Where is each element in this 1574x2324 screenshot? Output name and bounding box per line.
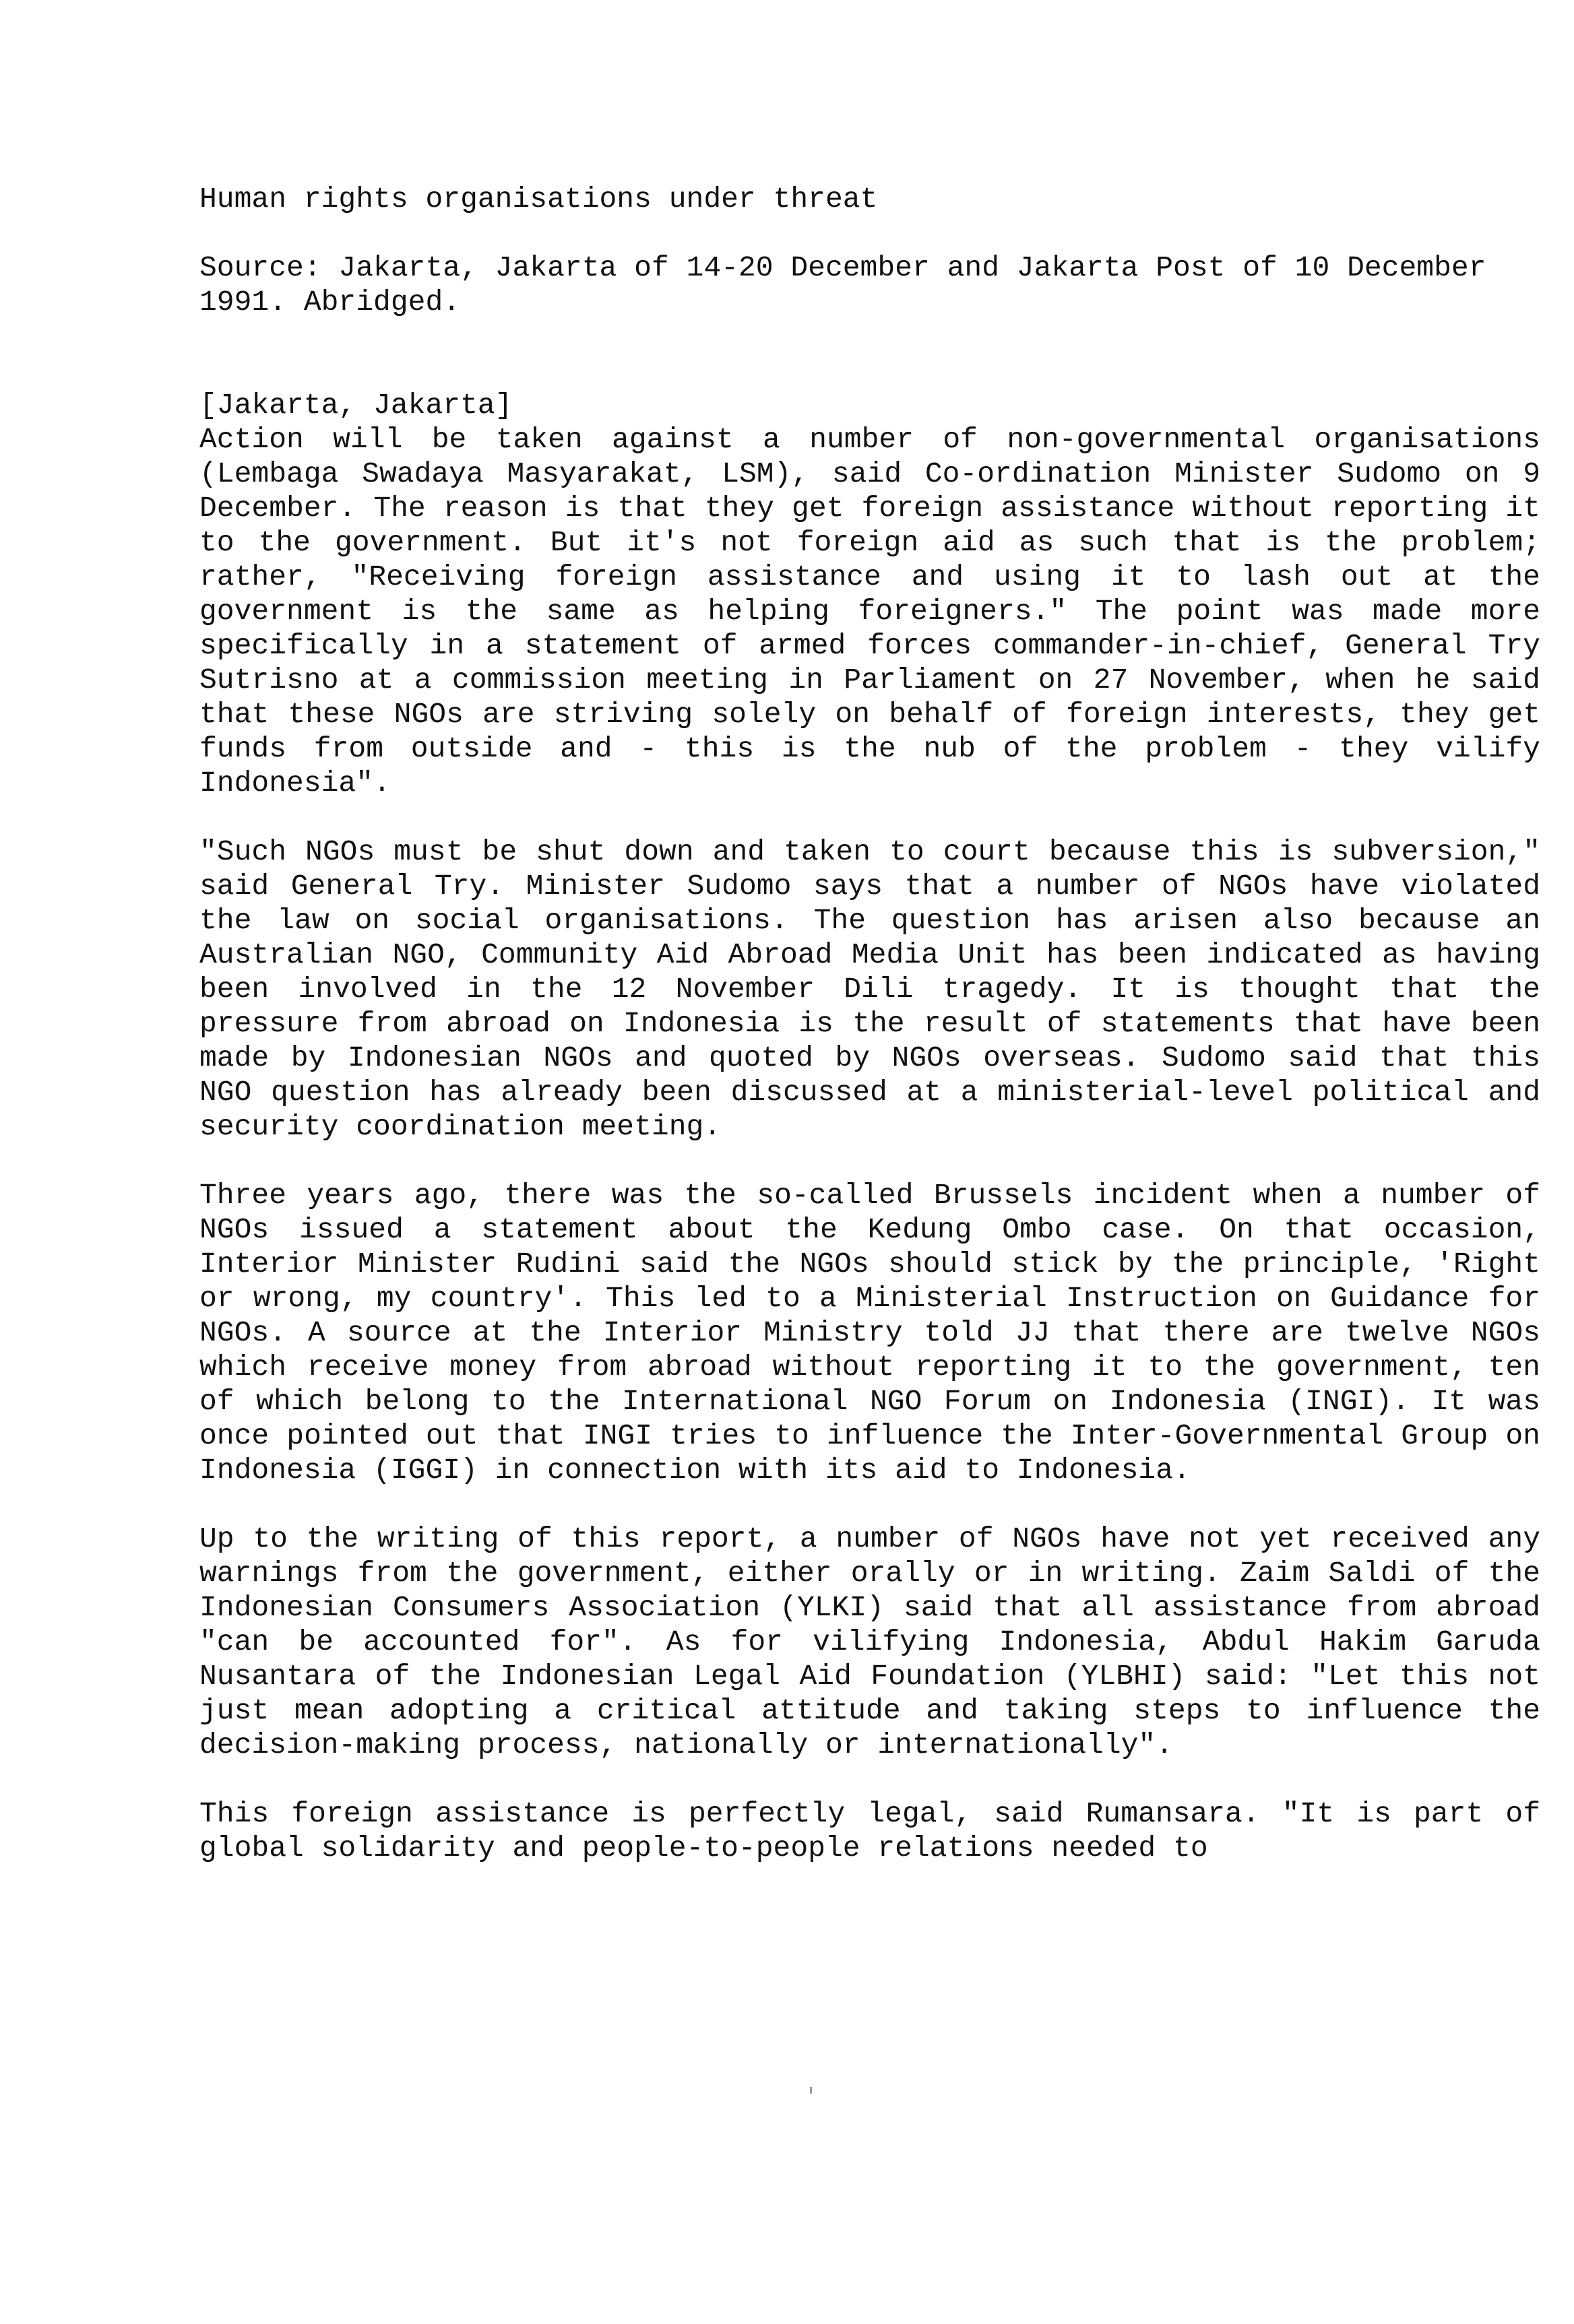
article-section: [199, 388, 1540, 800]
paragraph: "Such NGOs must be shut down and taken to court because this is subversion," said General Try. Minister Sudomo says that a number of NGOs have violated the law on social organisations. The question has arisen also because an Australian NGO, Community Aid Abroad Media Unit has been indicated as having been involved in the 12 November Dili tragedy. It is thought that the pressure from abroad on Indonesia is the result of statements that have been made by Indonesian NGOs and quoted by NGOs overseas. Sudomo said that this NGO question has already been discussed at a ministerial-level political and security coordination meeting.: [199, 835, 1540, 1143]
section-label: [Jakarta, Jakarta]: [199, 389, 513, 422]
document-page: [199, 182, 1540, 1900]
scan-mark: [810, 2087, 812, 2094]
paragraph: Up to the writing of this report, a number of NGOs have not yet received any warnings from the government, either orally or in writing. Zaim Saldi of the Indonesian Consumers Association (YLKI) said that all assistance from abroad "can be accounted for". As for vilifying Indonesia, Abdul Hakim Garuda Nusantara of the Indonesian Legal Aid Foundation (YLBHI) said: "Let this not just mean adopting a critical attitude and taking steps to influence the decision-making process, nationally or internationally".: [199, 1522, 1540, 1762]
paragraph: Three years ago, there was the so-called Brussels incident when a number of NGOs issued a statement about the Kedung Ombo case. On that occasion, Interior Minister Rudini said the NGOs should stick by the principle, 'Right or wrong, my country'. This led to a Ministerial Instruction on Guidance for NGOs. A source at the Interior Ministry told JJ that there are twelve NGOs which receive money from abroad without reporting it to the government, ten of which belong to the International NGO Forum on Indonesia (INGI). It was once pointed out that INGI tries to influence the Inter-Governmental Group on Indonesia (IGGI) in connection with its aid to Indonesia.: [199, 1179, 1540, 1487]
source-line: Source: Jakarta, Jakarta of 14-20 December and Jakarta Post of 10 December 1991. Abridged.: [199, 251, 1486, 319]
document-title: Human rights organisations under threat: [199, 183, 878, 216]
paragraph: This foreign assistance is perfectly legal, said Rumansara. "It is part of global solidarity and people-to-people relations needed to: [199, 1797, 1540, 1865]
paragraph: Action will be taken against a number of non-governmental organisations (Lembaga Swadaya Masyarakat, LSM), said Co-ordination Minister Sudomo on 9 December. The reason is that they get foreign assistance without reporting it to the government. But it's not foreign aid as such that is the problem; rather, "Receiving foreign assistance and using it to lash out at the government is the same as helping foreigners." The point was made more specifically in a statement of armed forces commander-in-chief, General Try Sutrisno at a commission meeting in Parliament on 27 November, when he said that these NGOs are striving solely on behalf of foreign interests, they get funds from outside and - this is the nub of the problem - they vilify Indonesia".: [199, 423, 1540, 800]
